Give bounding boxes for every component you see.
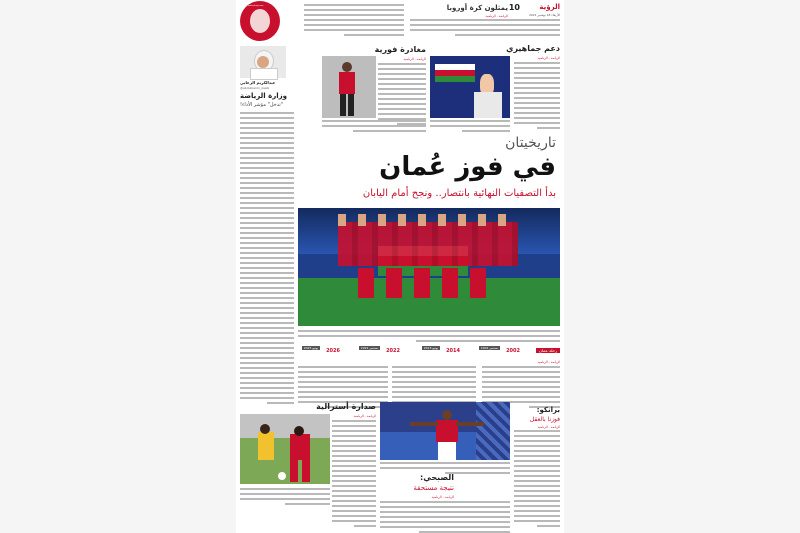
australia-photo xyxy=(240,414,330,484)
story-title-support: دعم جماهيري xyxy=(506,44,560,53)
column-text xyxy=(240,112,294,407)
timeline-year-4: 2026 xyxy=(326,348,340,354)
support-text xyxy=(514,62,560,132)
australia-tag: الرياضة - الرياضية xyxy=(353,414,376,418)
team-photo xyxy=(298,208,560,326)
column-subtitle: "تدخل" مؤشر الأداء! xyxy=(240,102,284,108)
columnist-name: عبدالكريم الزعابي xyxy=(240,80,276,85)
timeline-date-2: يونيو 2013 xyxy=(423,346,438,350)
masthead-date: الأربعاء 18 نوفمبر 2021 xyxy=(528,13,560,17)
emblem-url: www.alroya.om xyxy=(248,5,264,7)
departure-text xyxy=(378,63,426,128)
team-photo-caption xyxy=(298,330,560,345)
departure-photo xyxy=(322,56,376,118)
headline-sub: بدأ التصفيات النهائية بانتصار.. ونجح أمام اليابان xyxy=(362,188,556,199)
timeline-year-3: 2022 xyxy=(386,348,400,354)
fans-photo xyxy=(430,56,510,118)
timeline-year-1: 2002 xyxy=(506,348,520,354)
story-tag-departure: الرياضة - الرياضية xyxy=(403,57,426,61)
headline-kicker: تاريخيتان xyxy=(505,135,556,151)
story-tag-support: الرياضة - الرياضية xyxy=(537,56,560,60)
branko-title: برانكو: xyxy=(536,406,560,414)
branko-subtitle: فوزنا بالعقل xyxy=(529,416,560,423)
masthead-section: الرياضة - الرياضية xyxy=(485,14,508,18)
australia-text xyxy=(332,420,376,530)
masthead-logo: الرؤية xyxy=(539,3,560,11)
top-text-block-2 xyxy=(304,4,404,39)
top-text-block xyxy=(410,19,560,39)
timeline-date-4: يونيو 2025 xyxy=(303,346,318,350)
timeline-bar xyxy=(298,346,560,356)
story-title-departure: مغادرة فورية xyxy=(374,45,426,54)
timeline-label: رحلة عمان xyxy=(536,348,560,353)
timeline-year-2: 2014 xyxy=(446,348,460,354)
columnist-handle: @abdulkarim_zaabi xyxy=(240,86,270,90)
emblem-logo xyxy=(240,1,280,41)
fans-caption xyxy=(430,120,510,135)
australia-caption xyxy=(240,488,330,508)
branko-text xyxy=(514,430,560,530)
branko-tag: الرياضة - الرياضية xyxy=(537,425,560,429)
page-number: 10 xyxy=(508,3,520,12)
columnist-photo xyxy=(240,46,286,78)
departure-caption xyxy=(322,120,426,135)
sobhi-title: الصبحي: xyxy=(420,473,454,482)
sobhi-tag: الرياضة - الرياضية xyxy=(431,495,454,499)
column-title: وزارة الرياضة xyxy=(240,92,288,100)
timeline-date-1: سبتمبر 2001 xyxy=(480,346,498,350)
newspaper-page xyxy=(236,0,564,533)
page-title: يمثلون كرة أوروبا xyxy=(446,4,508,12)
sobhi-text xyxy=(380,501,510,533)
timeline-date-3: سبتمبر 2021 xyxy=(360,346,378,350)
sobhi-subtitle: نتيجة مستحقة xyxy=(413,484,454,492)
australia-title: صدارة أسترالية xyxy=(316,402,376,411)
player-photo xyxy=(380,402,510,460)
headline-main: في فوز عُمان xyxy=(379,152,556,182)
body-section-tag: الرياضة - الرياضية xyxy=(537,360,560,364)
